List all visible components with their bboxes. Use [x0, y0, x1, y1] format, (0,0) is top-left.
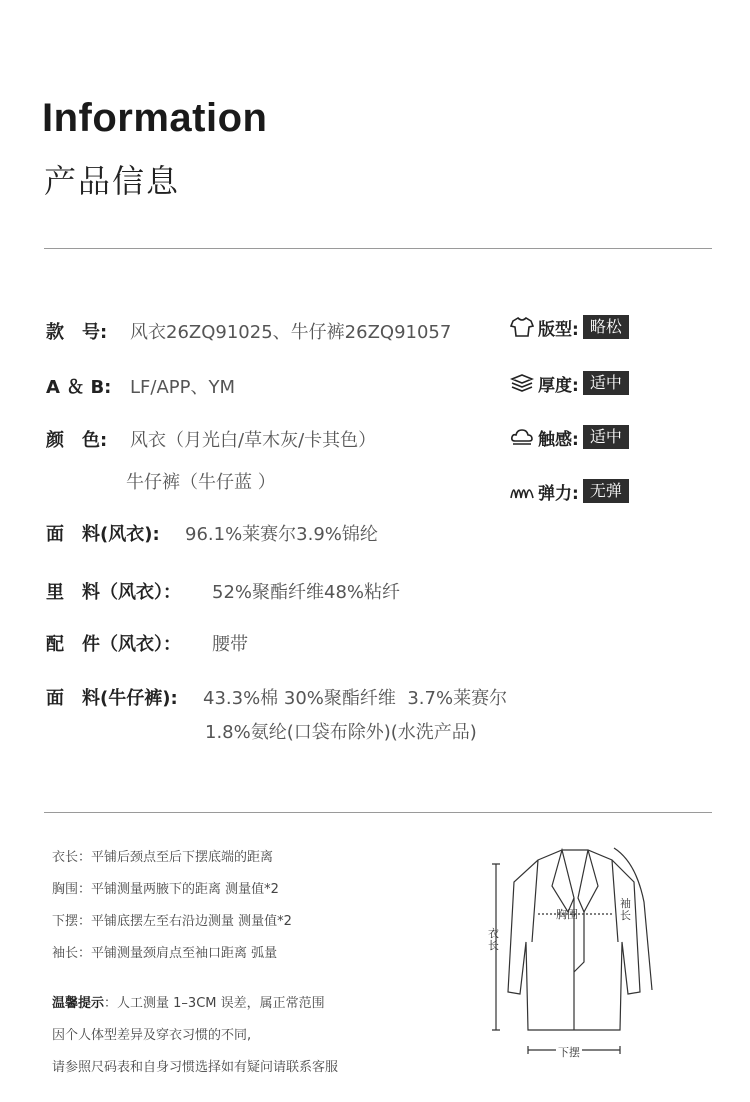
attr-thickness-label: 厚度:: [538, 375, 579, 396]
fabric-jeans-value-2: 1.8%氨纶(口袋布除外)(水洗产品): [205, 722, 477, 743]
fabric-coat-value: 96.1%莱赛尔3.9%锦纶: [185, 524, 378, 545]
divider-bottom: [44, 812, 712, 813]
note-tip-label: 温馨提示: [52, 996, 105, 1011]
attr-elasticity-label: 弹力:: [538, 483, 579, 504]
fabric-coat-label: 面 料(风衣):: [46, 524, 160, 545]
diagram-length-label: 衣长: [488, 927, 499, 952]
fabric-jeans-label: 面 料(牛仔裤):: [46, 688, 178, 709]
title-english: Information: [42, 96, 268, 140]
attr-touch-label: 触感:: [538, 429, 579, 450]
attr-elasticity-badge: 无弹: [583, 479, 629, 503]
spring-icon: [510, 480, 534, 502]
accessory-coat-value: 腰带: [212, 634, 248, 655]
attr-elasticity: [510, 478, 629, 504]
note-tip-text: ：人工测量 1–3CM 误差，属正常范围: [104, 996, 325, 1011]
ab-label: A ＆ B:: [46, 377, 112, 398]
lining-coat-label: 里 料（风衣）：: [46, 582, 181, 603]
note-tip-3: 请参照尺码表和自身习惯选择如有疑问请联系客服: [52, 1060, 339, 1075]
note-sleeve: 袖长：平铺测量颈肩点至袖口距离 弧量: [52, 946, 278, 961]
attr-fit-badge: 略松: [583, 315, 629, 339]
diagram-chest-label: 胸围: [556, 908, 578, 921]
lining-coat-value: 52%聚酯纤维48%粘纤: [212, 582, 401, 603]
color-label: 颜 色:: [46, 430, 108, 451]
diagram-sleeve-label: 袖长: [620, 897, 631, 922]
style-no-label: 款 号:: [46, 322, 108, 343]
attr-touch-badge: 适中: [583, 425, 629, 449]
tshirt-icon: [510, 316, 534, 338]
note-chest: 胸围：平铺测量两腋下的距离 测量值*2: [52, 882, 279, 897]
note-tip: [52, 992, 325, 1011]
diagram-hem-label: 下摆: [558, 1046, 580, 1059]
note-tip-2: 因个人体型差异及穿衣习惯的不同,: [52, 1028, 252, 1043]
attr-thickness: [510, 370, 629, 396]
color-value-coat: 风衣（月光白/草木灰/卡其色）: [130, 430, 377, 451]
ab-value: LF/APP、YM: [130, 377, 235, 398]
attr-fit: [510, 314, 629, 340]
style-no-value: 风衣26ZQ91025、牛仔裤26ZQ91057: [130, 322, 452, 343]
divider-top: [44, 248, 712, 249]
coat-measure-diagram: [486, 842, 666, 1062]
attr-touch: [510, 424, 629, 450]
note-hem: 下摆：平铺底摆左至右沿边测量 测量值*2: [52, 914, 292, 929]
layers-icon: [510, 372, 534, 394]
attr-thickness-badge: 适中: [583, 371, 629, 395]
color-value-jeans: 牛仔裤（牛仔蓝 ）: [126, 472, 276, 493]
cloud-icon: [510, 426, 534, 448]
title-chinese: 产品信息: [44, 162, 181, 200]
note-length: 衣长：平铺后颈点至后下摆底端的距离: [52, 850, 274, 865]
accessory-coat-label: 配 件（风衣）：: [46, 634, 181, 655]
attr-fit-label: 版型:: [538, 319, 579, 340]
fabric-jeans-value-1: 43.3%棉 30%聚酯纤维 3.7%莱赛尔: [203, 688, 508, 709]
